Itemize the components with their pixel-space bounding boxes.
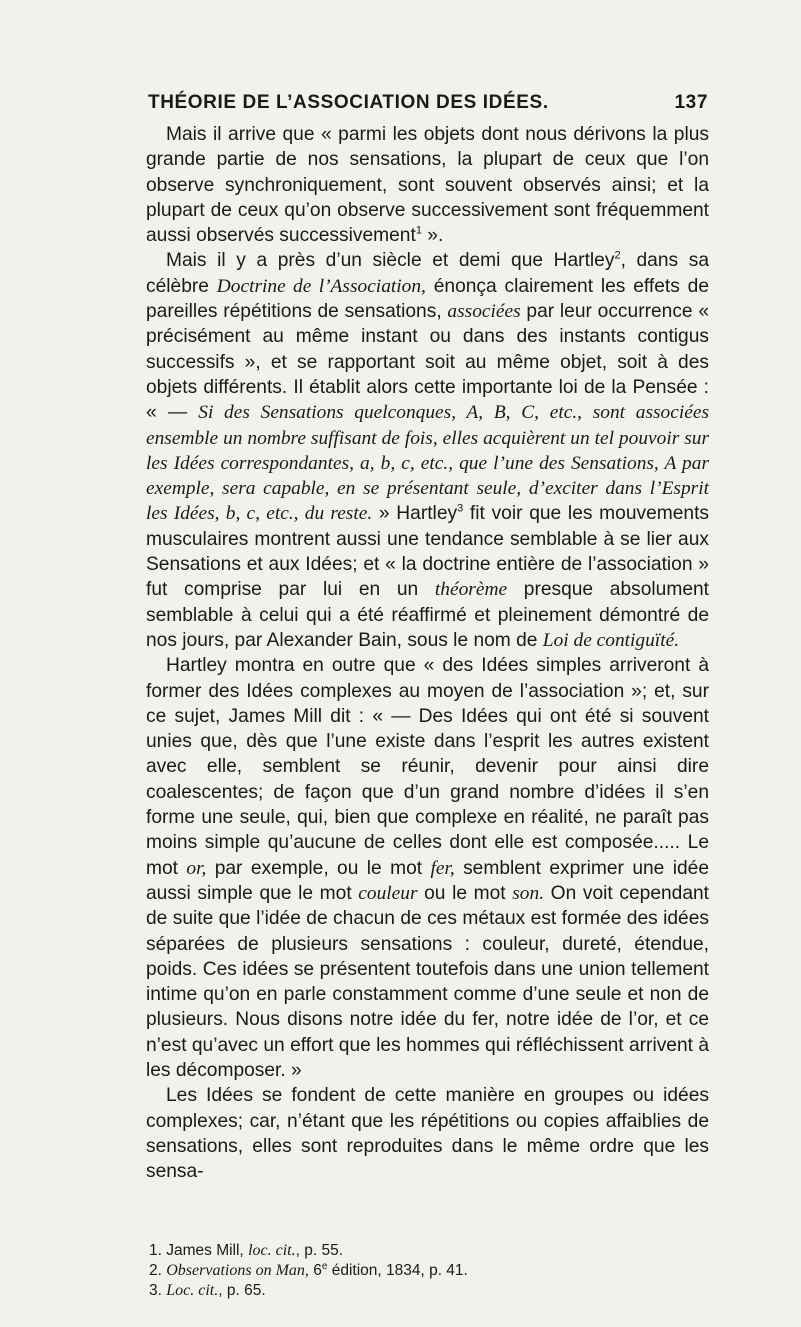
text-run: presque absolument semblable à celui qui a été réaffirmé et pleinement démontré de nos jours, par Alexander Bain, sous le nom de (146, 579, 709, 651)
text-run: 6 (308, 1262, 322, 1279)
paragraph (146, 653, 709, 1083)
text-run: énonça clairement les effets de pareilles répétitions de sensations, (146, 275, 709, 323)
text-run: , p. 55. (295, 1242, 344, 1259)
italic-text: théorème (434, 579, 508, 601)
italic-text: associées (447, 301, 521, 323)
text-run: 3. (149, 1282, 167, 1299)
text-run: On voit cependant de suite que l’idée de chacun de ces métaux est formée des idées séparées de plusieurs sensations : couleur, dureté, étendue, poids. Ces idées se présentent toutefois dans une union tellement intime qu’on en parle constamment comme d’une seule et non de plusieurs. Nous disons notre idée du fer, notre idée de l’or, et ce n’est qu’avec un effort que les hommes qui réfléchissent arrivent à les décomposer. » (146, 882, 709, 1081)
footnotes (149, 1241, 709, 1301)
text-run: semblent exprimer une idée aussi simple que le mot (146, 857, 709, 904)
text-run: par exemple, ou le mot (206, 857, 431, 879)
footnote-marker: 3 (457, 503, 464, 516)
italic-text: Doctrine de l’Association, (216, 275, 426, 297)
text-run: Mais il y a près d’un siècle et demi que Hartley (166, 250, 615, 272)
paragraph (146, 1083, 709, 1184)
text-run: , dans sa célèbre (146, 250, 709, 297)
italic-text: Observations on Man, (166, 1262, 309, 1279)
italic-text: fer, (430, 857, 455, 879)
running-header (146, 92, 708, 114)
text-run: , p. 65. (218, 1282, 266, 1299)
running-title: THÉORIE DE L’ASSOCIATION DES IDÉES. (148, 92, 549, 113)
italic-text: or, (186, 857, 207, 879)
paragraph (146, 122, 709, 248)
text-run: Mais il arrive que « parmi les objets dont nous dérivons la plus grande partie de nos sensations, la plupart de ceux que l’on observe synchroniquement, sont souvent observés ainsi; et la plupart de ceux qu’on observe successivement sont fréquemment aussi observés successivement (146, 124, 709, 247)
footnote-marker: e (321, 1260, 328, 1272)
footnote (149, 1281, 709, 1301)
text-run: par leur occurrence « précisément au même instant ou dans des instants contigus successifs », et se rapportant soit au même objet, soit à des objets différents. Il établit alors cette importante loi de la Pensée : « — (146, 301, 710, 424)
text-run: 1. James Mill, (149, 1242, 249, 1259)
text-run: édition, 1834, p. 41. (327, 1262, 468, 1279)
text-run: ». (421, 225, 444, 247)
italic-text: son. (512, 882, 545, 904)
text-run: Les Idées se fondent de cette manière en groupes ou idées complexes; car, n’étant que les répétitions ou copies affaiblies de sensations, elles sont reproduites dans le même ordre que les sensa- (146, 1085, 709, 1183)
page-number: 137 (674, 92, 708, 113)
italic-text: loc. cit. (248, 1242, 296, 1259)
italic-text: Loc. cit. (166, 1282, 219, 1299)
italic-text: Loi de contiguïté. (542, 629, 680, 651)
footnote (149, 1241, 709, 1261)
paragraph (146, 248, 709, 653)
footnote-marker: 1 (415, 224, 422, 237)
italic-text: couleur (358, 882, 418, 904)
text-run: fit voir que les mouvements musculaires montrent aussi une tendance semblable à se lier aux Sensations et aux Idées; et « la doctrine entière de l’association » fut comprise par lui en un (146, 503, 710, 601)
text-run: ou le mot (417, 882, 513, 904)
footnote-marker: 2 (614, 250, 621, 263)
text-run: Hartley montra en outre que « des Idées simples arriveront à former des Idées complexes au moyen de l’association »; et, sur ce sujet, James Mill dit : « — Des Idées qui ont été si souvent unies que, dès que l’une existe dans l’esprit les autres existent avec elle, semblent se réunir, devenir pour ainsi dire coalescentes; de façon que d’un grand nombre d’idées il s’en forme une seule, qui, bien que complexe en réalité, ne paraît pas moins simple qu’aucune de celles dont elle est composée..... Le mot (146, 655, 709, 879)
body-text (146, 122, 709, 1184)
footnote (149, 1261, 709, 1281)
text-run: 2. (149, 1262, 167, 1279)
text-run: » Hartley (372, 503, 458, 525)
italic-text: Si des Sensations quelconques, A, B, C, etc., sont associées ensemble un nombre suffisant de fois, elles acquièrent un tel pouvoir sur les Idées correspondantes, a, b, c, etc., que l’une des Sensations, A par exemple, sera capable, en se présentant seule, d’exciter dans l’Esprit les Idées, b, c, etc., du reste. (146, 402, 710, 525)
